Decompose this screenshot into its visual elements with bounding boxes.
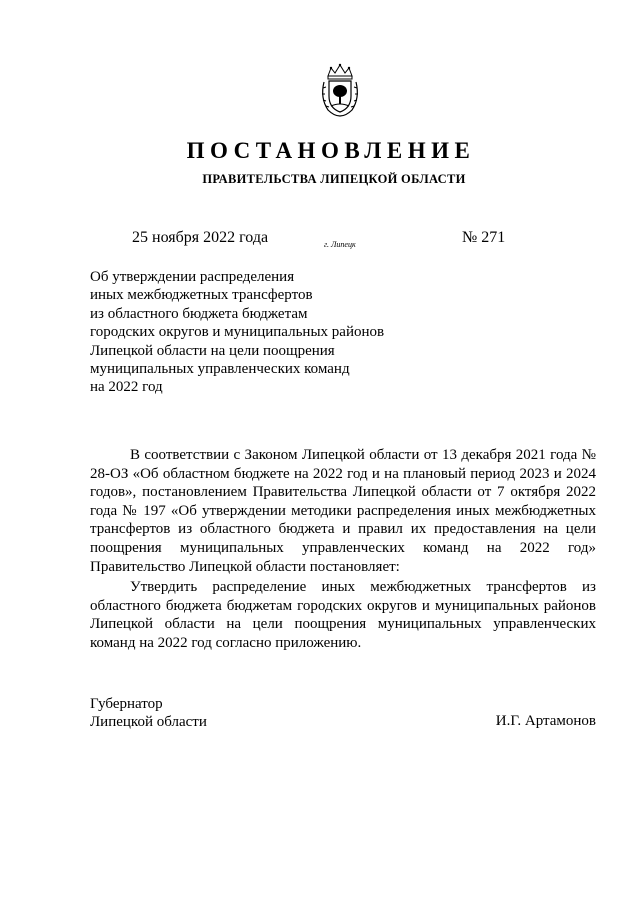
subject-line: иных межбюджетных трансфертов (90, 287, 313, 304)
subject-line: Липецкой области на цели поощрения (90, 342, 335, 359)
coat-of-arms-icon (318, 62, 362, 118)
signatory-title (90, 695, 207, 732)
signatory-name: И.Г. Артамонов (495, 713, 596, 729)
subject-line: Об утверждении распределения (90, 269, 295, 285)
body-paragraph: Утвердить распределение иных межбюджетных трансфертов из областного бюджета бюджетам городских округов и муниципальных районов Липецкой области на цели поощрения муниципальных управленческих команд на 2022 год согласно приложению. (90, 579, 596, 651)
document-date: 25 ноября 2022 года (132, 229, 269, 246)
document-body (90, 446, 596, 653)
document-number: № 271 (462, 229, 506, 246)
issuing-authority: ПРАВИТЕЛЬСТВА ЛИПЕЦКОЙ ОБЛАСТИ (202, 172, 466, 186)
signatory-title-line: Губернатор (90, 696, 163, 712)
body-paragraph: В соответствии с Законом Липецкой области от 13 декабря 2021 года № 28-ОЗ «Об областном бюджете на 2022 год и на плановый период 2023 и 2024 годов», постановлением Правительства Липецкой области от 7 октября 2022 года № 197 «Об утверждении методики распределения иных межбюджетных трансфертов из областного бюджета и правил их предоставления на цели поощрения муниципальных управленческих команд на 2022 год» Правительство Липецкой области постановляет: (90, 447, 596, 575)
subject-line: городских округов и муниципальных районов (90, 324, 385, 341)
subject-line: муниципальных управленческих команд (90, 361, 350, 378)
subject-line: из областного бюджета бюджетам (90, 305, 308, 322)
document-title: ПОСТАНОВЛЕНИЕ (186, 138, 476, 163)
subject-line: на 2022 год (90, 379, 163, 396)
document-subject (90, 268, 430, 397)
signatory-title-line: Липецкой области (90, 714, 207, 731)
document-place: г. Липецк (324, 240, 356, 249)
